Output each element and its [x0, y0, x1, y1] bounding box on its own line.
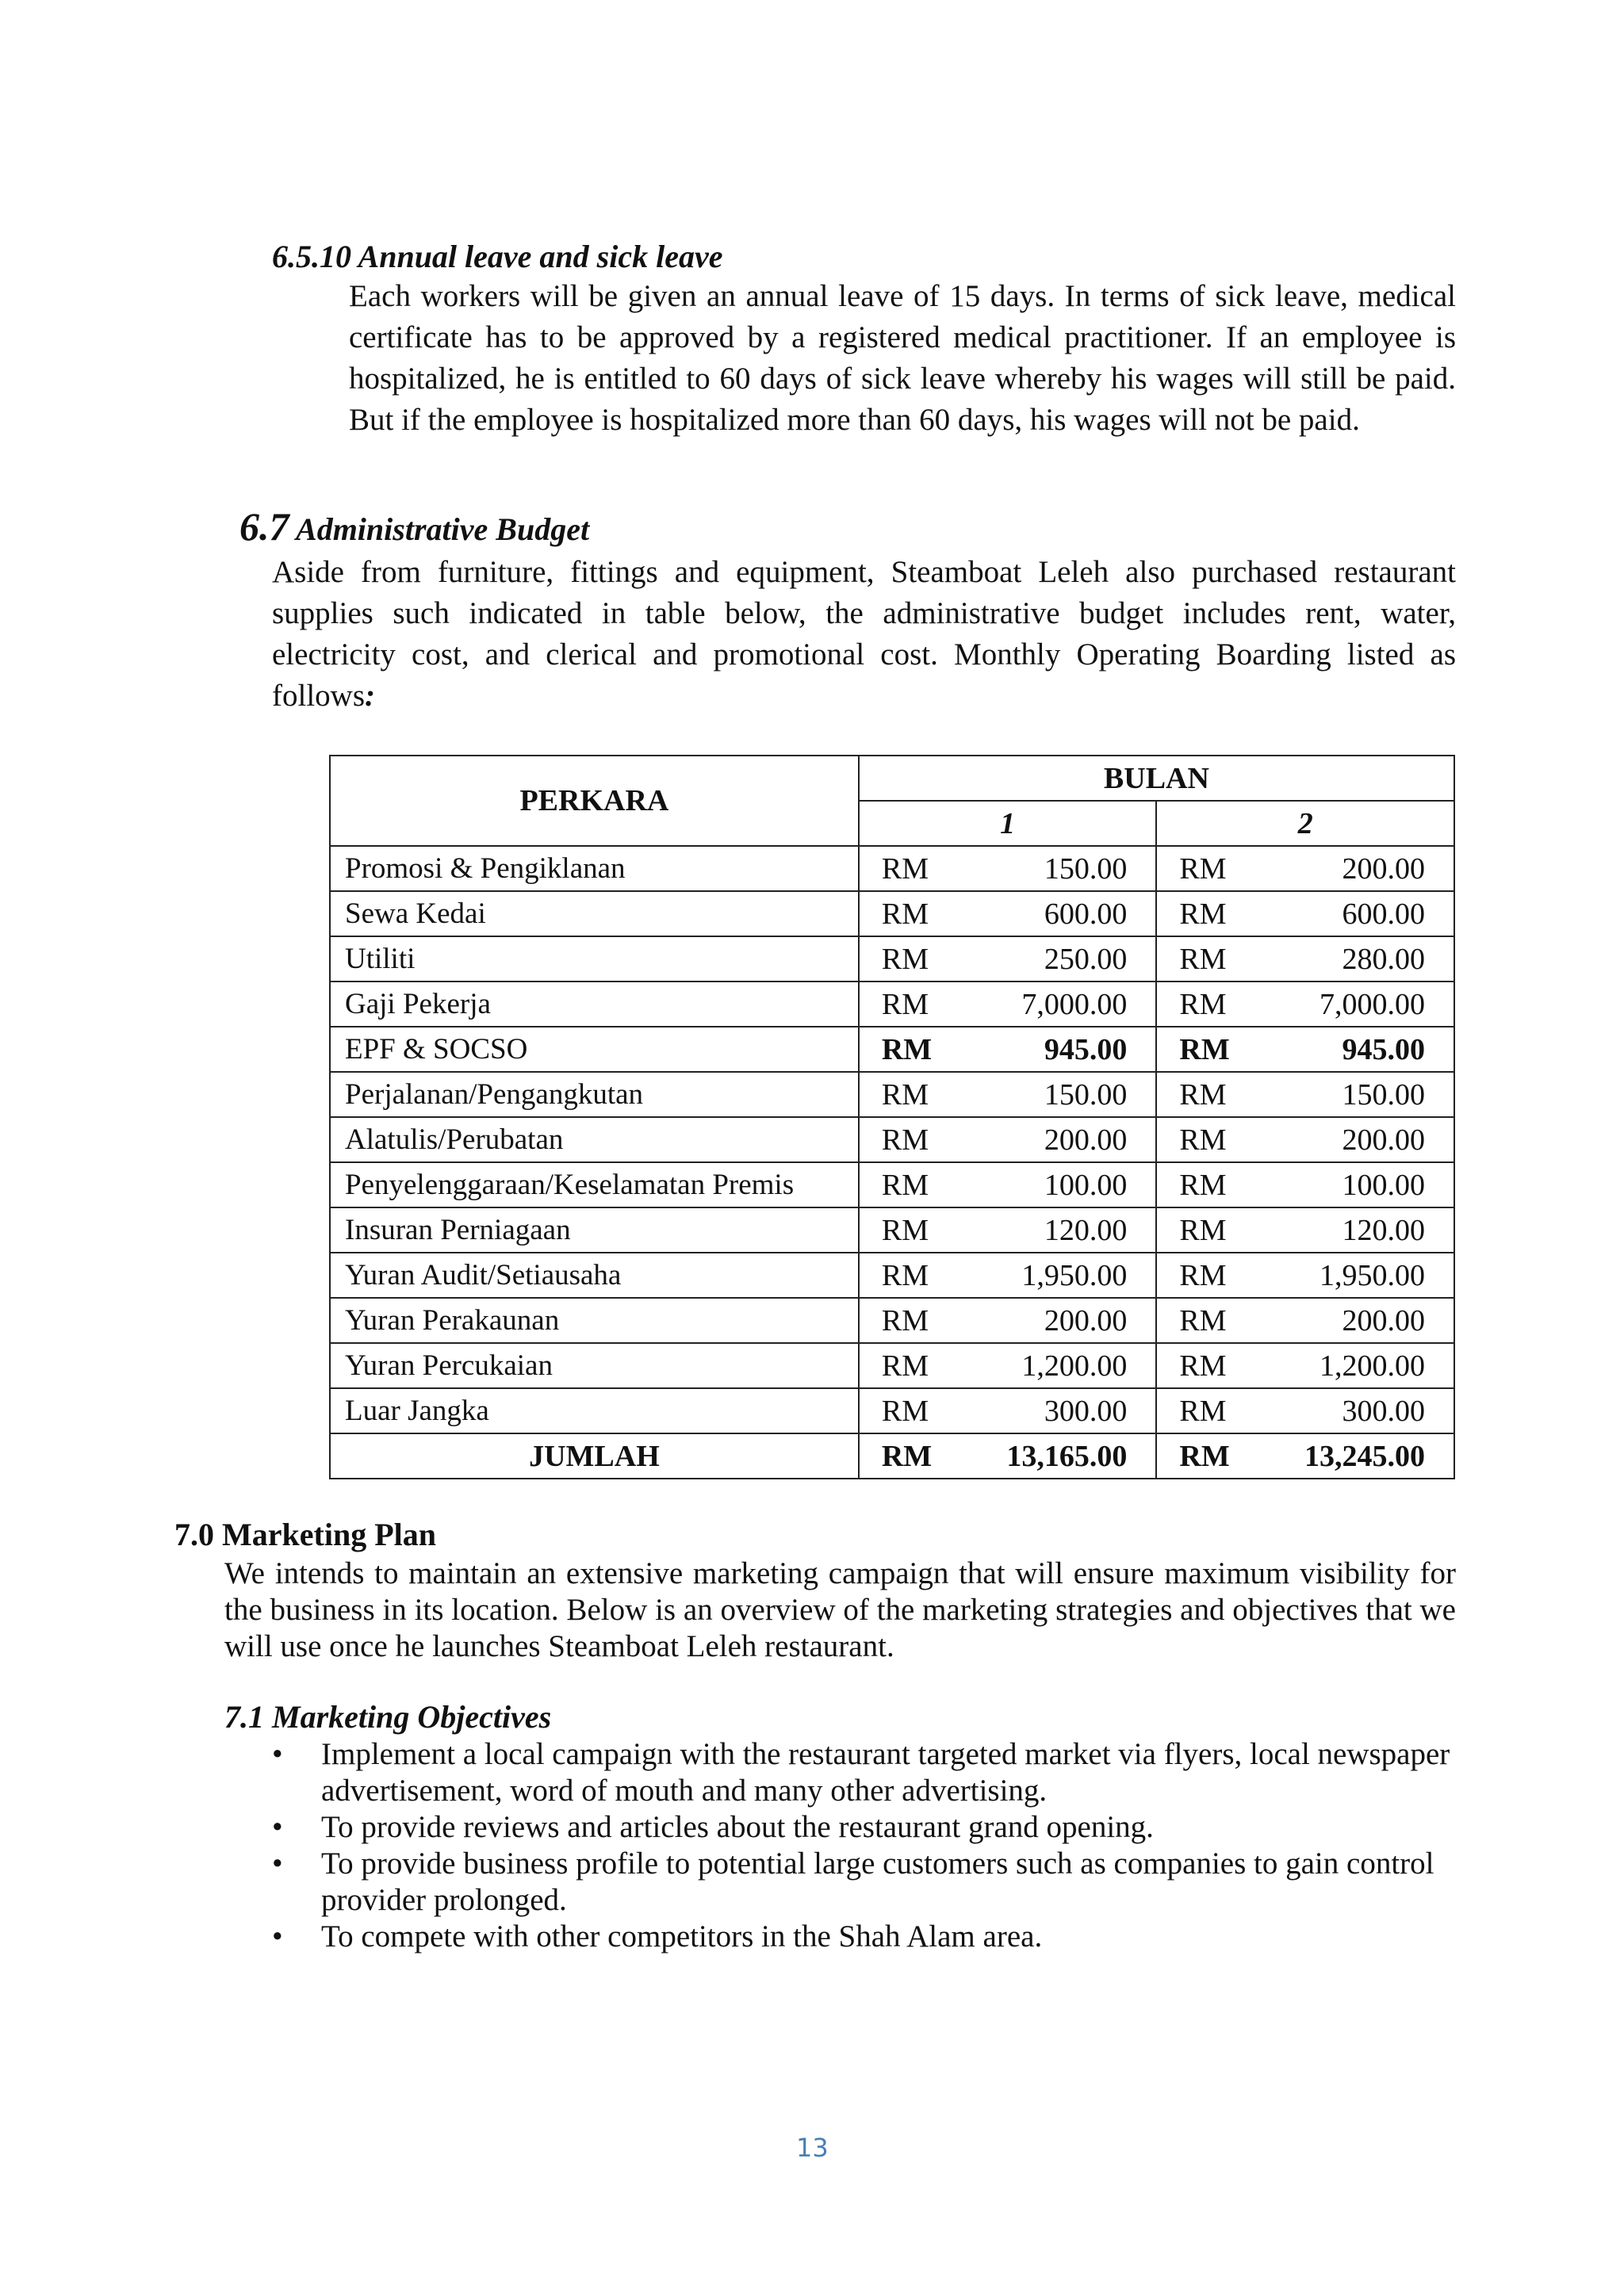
total-month-2: [1156, 1433, 1454, 1479]
row-month-1: [859, 1388, 1157, 1433]
table-row: [330, 936, 1454, 982]
bullet-icon: •: [272, 1810, 283, 1844]
currency-label: RM: [1179, 1394, 1227, 1428]
header-month-1: 1: [859, 801, 1157, 846]
row-item-label: EPF & SOCSO: [330, 1027, 859, 1072]
row-value-1: 100.00: [1044, 1168, 1128, 1202]
section-title: Administrative Budget: [296, 511, 590, 547]
row-month-1: [859, 891, 1157, 936]
total-value-1: 13,165.00: [1006, 1439, 1128, 1473]
page-number: 13: [796, 2133, 829, 2163]
row-value-2: 1,200.00: [1320, 1349, 1425, 1383]
list-item: [272, 1736, 1456, 1809]
row-item-label: Yuran Perakaunan: [330, 1298, 859, 1343]
list-item-text: Implement a local campaign with the restaurant targeted market via flyers, local newspaper advertisement, word of mouth and many other advertising.: [321, 1737, 1450, 1808]
section-heading-7-1: 7.1 Marketing Objectives: [224, 1699, 552, 1735]
row-month-1: [859, 1072, 1157, 1117]
row-item-label: Luar Jangka: [330, 1388, 859, 1433]
currency-label: RM: [1179, 1168, 1227, 1202]
row-value-2: 1,950.00: [1320, 1258, 1425, 1292]
row-value-2: 300.00: [1342, 1394, 1425, 1428]
table-row: [330, 1253, 1454, 1298]
marketing-objectives-list: [272, 1736, 1456, 1955]
row-month-2: [1156, 936, 1454, 982]
currency-label: RM: [1179, 942, 1227, 976]
currency-label: RM: [881, 1213, 929, 1247]
row-item-label: Yuran Audit/Setiausaha: [330, 1253, 859, 1298]
bullet-icon: •: [272, 1737, 283, 1771]
total-label: JUMLAH: [330, 1433, 859, 1479]
table-row: [330, 1207, 1454, 1253]
row-value-2: 200.00: [1342, 1123, 1425, 1157]
row-value-2: 200.00: [1342, 1303, 1425, 1337]
row-value-1: 120.00: [1044, 1213, 1128, 1247]
row-value-1: 250.00: [1044, 942, 1128, 976]
marketing-plan-paragraph: We intends to maintain an extensive marketing campaign that will ensure maximum visibility for the business in its location. Below is an overview of the marketing strategies and objectives that we will use once he launches Steamboat Leleh restaurant.: [224, 1556, 1456, 1663]
row-month-2: [1156, 982, 1454, 1027]
table-row: [330, 1072, 1454, 1117]
row-item-label: Penyelenggaraan/Keselamatan Premis: [330, 1162, 859, 1207]
annual-leave-paragraph: Each workers will be given an annual leave of 15 days. In terms of sick leave, medical certificate has to be approved by a registered medical practitioner. If an employee is hospitalized, he is entitled to 60 days of sick leave whereby his wages will still be paid. But if the employee is hospitalized more than 60 days, his wages will not be paid.: [349, 279, 1456, 437]
currency-label: RM: [881, 851, 929, 886]
row-month-2: [1156, 1343, 1454, 1388]
currency-label: RM: [1179, 1077, 1227, 1112]
row-value-2: 150.00: [1342, 1077, 1425, 1112]
currency-label: RM: [881, 1032, 933, 1066]
table-row: [330, 1027, 1454, 1072]
row-month-2: [1156, 1207, 1454, 1253]
row-month-2: [1156, 1253, 1454, 1298]
row-month-2: [1156, 1162, 1454, 1207]
header-bulan: BULAN: [859, 756, 1454, 801]
row-month-2: [1156, 846, 1454, 891]
row-month-1: [859, 1253, 1157, 1298]
row-month-1: [859, 1298, 1157, 1343]
row-month-2: [1156, 1117, 1454, 1162]
row-value-1: 1,950.00: [1021, 1258, 1128, 1292]
row-value-2: 7,000.00: [1320, 987, 1425, 1021]
admin-budget-paragraph: [272, 552, 1456, 717]
section-heading-7-0: 7.0 Marketing Plan: [174, 1517, 436, 1552]
currency-label: RM: [881, 1439, 933, 1473]
bullet-icon: •: [272, 1846, 283, 1881]
row-item-label: Insuran Perniagaan: [330, 1207, 859, 1253]
row-item-label: Promosi & Pengiklanan: [330, 846, 859, 891]
currency-label: RM: [1179, 851, 1227, 886]
table-row: [330, 846, 1454, 891]
row-value-2: 600.00: [1342, 897, 1425, 931]
row-item-label: Yuran Percukaian: [330, 1343, 859, 1388]
table-total-row: [330, 1433, 1454, 1479]
row-value-1: 300.00: [1044, 1394, 1128, 1428]
list-item-text: To provide business profile to potential large customers such as companies to gain control provider prolonged.: [321, 1846, 1434, 1917]
row-month-2: [1156, 1027, 1454, 1072]
currency-label: RM: [881, 1168, 929, 1202]
row-value-1: 600.00: [1044, 897, 1128, 931]
currency-label: RM: [881, 987, 929, 1021]
row-value-1: 945.00: [1044, 1032, 1128, 1066]
row-value-2: 200.00: [1342, 851, 1425, 886]
currency-label: RM: [1179, 1303, 1227, 1337]
row-value-1: 150.00: [1044, 1077, 1128, 1112]
currency-label: RM: [881, 942, 929, 976]
table-row: [330, 1298, 1454, 1343]
header-month-2: 2: [1156, 801, 1454, 846]
row-item-label: Sewa Kedai: [330, 891, 859, 936]
row-month-1: [859, 982, 1157, 1027]
row-item-label: Alatulis/Perubatan: [330, 1117, 859, 1162]
currency-label: RM: [881, 1303, 929, 1337]
row-value-1: 150.00: [1044, 851, 1128, 886]
row-value-1: 1,200.00: [1021, 1349, 1128, 1383]
bullet-icon: •: [272, 1919, 283, 1954]
list-item: [272, 1846, 1456, 1919]
row-item-label: Gaji Pekerja: [330, 982, 859, 1027]
row-month-2: [1156, 1388, 1454, 1433]
row-value-2: 120.00: [1342, 1213, 1425, 1247]
table-row: [330, 1388, 1454, 1433]
section-heading-6-7: [239, 503, 589, 549]
row-item-label: Utiliti: [330, 936, 859, 982]
currency-label: RM: [881, 1349, 929, 1383]
currency-label: RM: [881, 1077, 929, 1112]
administrative-budget-table: [329, 755, 1455, 1479]
total-month-1: [859, 1433, 1157, 1479]
row-value-2: 100.00: [1342, 1168, 1425, 1202]
currency-label: RM: [881, 897, 929, 931]
row-month-1: [859, 1207, 1157, 1253]
currency-label: RM: [1179, 897, 1227, 931]
table-row: [330, 982, 1454, 1027]
row-month-1: [859, 1027, 1157, 1072]
row-value-1: 200.00: [1044, 1303, 1128, 1337]
row-month-2: [1156, 891, 1454, 936]
currency-label: RM: [1179, 1349, 1227, 1383]
list-item-text: To compete with other competitors in the Shah Alam area.: [321, 1919, 1043, 1954]
row-item-label: Perjalanan/Pengangkutan: [330, 1072, 859, 1117]
total-value-2: 13,245.00: [1304, 1439, 1425, 1473]
table-row: [330, 1117, 1454, 1162]
row-month-2: [1156, 1298, 1454, 1343]
list-item: [272, 1919, 1456, 1955]
row-month-2: [1156, 1072, 1454, 1117]
row-month-1: [859, 1117, 1157, 1162]
row-value-1: 200.00: [1044, 1123, 1128, 1157]
admin-budget-text: Aside from furniture, fittings and equipment, Steamboat Leleh also purchased restaurant supplies such indicated in table below, the administrative budget includes rent, water, electricity cost, and clerical and promotional cost. Monthly Operating Boarding listed as follows: [272, 555, 1456, 713]
row-value-1: 7,000.00: [1021, 987, 1128, 1021]
section-heading-6-5-10: 6.5.10 Annual leave and sick leave: [272, 239, 723, 274]
currency-label: RM: [1179, 1213, 1227, 1247]
header-perkara: PERKARA: [330, 756, 859, 846]
admin-budget-colon: :: [365, 679, 375, 713]
row-month-1: [859, 936, 1157, 982]
list-item: [272, 1809, 1456, 1846]
list-item-text: To provide reviews and articles about the restaurant grand opening.: [321, 1810, 1154, 1844]
currency-label: RM: [1179, 987, 1227, 1021]
currency-label: RM: [881, 1258, 929, 1292]
table-row: [330, 891, 1454, 936]
row-month-1: [859, 1343, 1157, 1388]
currency-label: RM: [1179, 1032, 1230, 1066]
section-number: 6.7: [239, 504, 289, 549]
currency-label: RM: [1179, 1258, 1227, 1292]
currency-label: RM: [1179, 1439, 1230, 1473]
table-row: [330, 1343, 1454, 1388]
row-month-1: [859, 846, 1157, 891]
currency-label: RM: [881, 1394, 929, 1428]
row-value-2: 945.00: [1342, 1032, 1425, 1066]
row-value-2: 280.00: [1342, 942, 1425, 976]
table-row: [330, 1162, 1454, 1207]
currency-label: RM: [881, 1123, 929, 1157]
currency-label: RM: [1179, 1123, 1227, 1157]
row-month-1: [859, 1162, 1157, 1207]
